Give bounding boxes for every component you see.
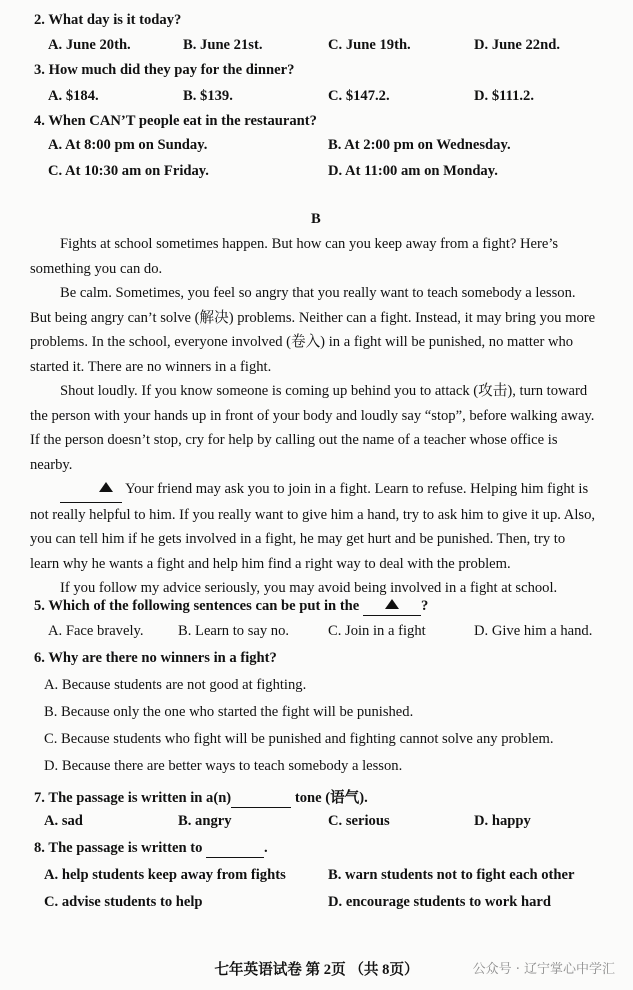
section-label: B <box>311 211 321 227</box>
q3-option-d: D. $111.2. <box>474 88 535 104</box>
question-8-stem: 8. The passage is written to . <box>34 840 268 856</box>
triangle-marker-icon <box>385 599 399 609</box>
q7-option-b: B. angry <box>178 813 232 829</box>
page-footer: 七年英语试卷 第 2页 （共 8页） <box>214 962 419 978</box>
q8-option-b: B. warn students not to fight each other <box>328 867 575 883</box>
passage-line: learn why he wants a fight and help him find a right way to deal with the problem. <box>30 555 511 572</box>
passage-line: something you can do. <box>30 260 163 277</box>
passage-line-with-blank: Your friend may ask you to join in a fight. Learn to refuse. Helping him fight is <box>30 477 608 503</box>
q5-option-b: B. Learn to say no. <box>178 623 290 639</box>
question-6-stem: 6. Why are there no winners in a fight? <box>34 650 277 666</box>
passage-line: Be calm. Sometimes, you feel so angry that you really want to teach somebody a lesson. <box>60 285 576 301</box>
q6-option-a: A. Because students are not good at fighting. <box>44 677 307 693</box>
passage-line: Fights at school sometimes happen. But how can you keep away from a fight? Here’s <box>60 236 559 252</box>
passage-line: not really helpful to him. If you really want to give him a hand, try to ask him to give it up. Also, <box>30 506 596 523</box>
q2-option-b: B. June 21st. <box>183 37 263 53</box>
q3-option-a: A. $184. <box>48 88 99 104</box>
q4-option-a: A. At 8:00 pm on Sunday. <box>48 137 208 153</box>
q7-option-a: A. sad <box>44 813 83 829</box>
passage-line: If the person doesn’t stop, cry for help by calling out the name of a teacher whose office is <box>30 432 558 448</box>
q2-option-d: D. June 22nd. <box>474 37 560 53</box>
q8-option-d: D. encourage students to work hard <box>328 894 551 910</box>
question-7-stem: 7. The passage is written in a(n) tone (语气). <box>34 790 368 806</box>
q8-option-c: C. advise students to help <box>44 894 203 910</box>
passage-line: problems. In the school, everyone involved (卷入) in a fight will be punished, no matter who <box>30 334 574 350</box>
passage-line: Shout loudly. If you know someone is coming up behind you to attack (攻击), turn toward <box>60 383 588 399</box>
question-3-stem: 3. How much did they pay for the dinner? <box>34 62 295 78</box>
q6-option-b: B. Because only the one who started the fight will be punished. <box>44 704 414 720</box>
question-4-stem: 4. When CAN’T people eat in the restaurant? <box>34 113 317 129</box>
passage <box>30 232 608 601</box>
triangle-marker-icon <box>99 482 113 492</box>
passage-line: But being angry can’t solve (解决) problems. Neither can a fight. Instead, it may bring you more <box>30 309 596 326</box>
q8-option-a: A. help students keep away from fights <box>44 867 286 883</box>
question-5-stem: 5. Which of the following sentences can be put in the ? <box>34 598 429 614</box>
q4-option-b: B. At 2:00 pm on Wednesday. <box>328 137 511 153</box>
answer-blank <box>363 598 421 616</box>
passage-line: If you follow my advice seriously, you may avoid being involved in a fight at school. <box>60 580 558 596</box>
q7-option-d: D. happy <box>474 813 531 829</box>
q6-option-d: D. Because there are better ways to teach somebody a lesson. <box>44 758 403 774</box>
watermark: 公众号 · 辽宁掌心中学汇 <box>472 962 615 977</box>
q4-option-c: C. At 10:30 am on Friday. <box>48 163 209 179</box>
q5-option-d: D. Give him a hand. <box>474 623 593 639</box>
question-2-stem: 2. What day is it today? <box>34 12 182 28</box>
q5-option-a: A. Face bravely. <box>48 623 144 639</box>
q6-option-c: C. Because students who fight will be punished and fighting cannot solve any problem. <box>44 731 554 747</box>
q7-option-c: C. serious <box>328 813 390 829</box>
passage-line: started it. There are no winners in a fight. <box>30 358 272 375</box>
q3-option-c: C. $147.2. <box>328 88 390 104</box>
q4-option-d: D. At 11:00 am on Monday. <box>328 163 498 179</box>
passage-line: nearby. <box>30 456 73 473</box>
answer-blank <box>231 790 291 808</box>
answer-blank <box>60 477 122 503</box>
q2-option-a: A. June 20th. <box>48 37 131 53</box>
answer-blank <box>206 840 264 858</box>
passage-line: the person with your hands up in front of your body and loudly say “stop”, before walking away. <box>30 407 595 424</box>
passage-line: you can tell him if he gets involved in a fight, he may get hurt and be punished. Then, try to <box>30 531 566 547</box>
q5-option-c: C. Join in a fight <box>328 623 426 639</box>
q3-option-b: B. $139. <box>183 88 233 104</box>
q2-option-c: C. June 19th. <box>328 37 411 53</box>
